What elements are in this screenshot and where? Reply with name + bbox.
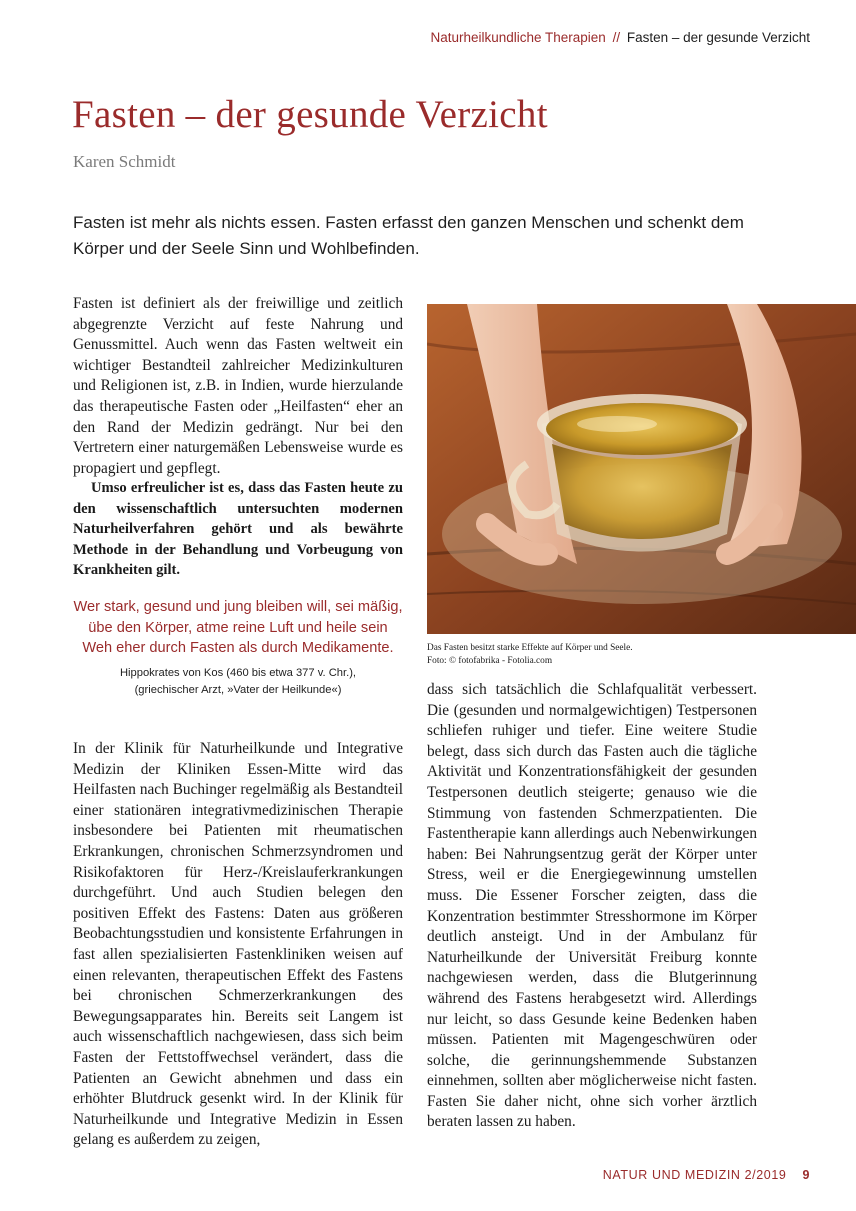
paragraph-1-block bbox=[73, 294, 403, 479]
caption-text: Das Fasten besitzt starke Effekte auf Körper und Seele. bbox=[427, 643, 633, 653]
article-title: Fasten – der gesunde Verzicht bbox=[72, 93, 548, 136]
paragraph-2-block bbox=[73, 478, 403, 581]
page-number: 9 bbox=[802, 1168, 810, 1182]
quote-text: Wer stark, gesund und jung bleiben will, sei mäßig, übe den Körper, atme reine Luft und heile sein Weh eher durch Fasten als durch Medikamente. bbox=[73, 599, 403, 656]
pull-quote bbox=[73, 597, 403, 699]
body-paragraph: dass sich tatsächlich die Schlafqualität verbessert. Die (gesunden und normalgewichtigen) Testpersonen schliefen ruhiger und tiefer. Eine weitere Studie belegt, dass sich durch das Fasten auch die tägliche Aktivität und Konzentrationsfähigkeit der gesunden Testpersonen deutlich steigerte; genauso wie die Stimmung von fastenden Schmerzpatienten. Die Fastentherapie kann allerdings auch Nebenwirkungen haben: Bei Nahrungsentzug gerät der Körper unter Stress, weil er die Energiegewinnung umstellen muss. Die Essener Forscher zeigten, dass die Konzentration bestimmter Stresshormone im Körper deutlich ansteigt. Und in der Ambulanz für Naturheilkunde der Universität Freiburg konnte nachgewiesen werden, dass die Blutgerinnung während des Fastens herabgesetzt wird. Allerdings nur leicht, so dass Gesunde keine Bedenken haben müssen. Patienten mit Magengeschwüren oder solche, die gerinnungshemmende Substanzen einnehmen, sollten aber möglicherweise nicht fasten. Fasten Sie daher nicht, ohne sich vorher ärztlich beraten lassen zu haben. bbox=[427, 681, 757, 1131]
publication-name: NATUR UND MEDIZIN 2/2019 bbox=[602, 1168, 787, 1182]
body-paragraph: In der Klinik für Naturheilkunde und Integrative Medizin der Kliniken Essen-Mitte wird das Heilfasten nach Buchinger regelmäßig als Bestandteil einer stationären integrativmedizinischen Therapie insbesondere bei Patienten mit rheumatischen Erkrankungen, chronischen Schmerzsyndromen und Risikofaktoren für Herz-/Kreislauferkrankungen durchgeführt. Und auch Studien belegen den positiven Effekt des Fastens: Daten aus größeren Beobachtungsstudien und konsistente Erfahrungen in fast allen spezialisierten Fastenkliniken weisen auf einen relevanten, therapeutischen Effekt des Fastens bei chronischen Schmerzerkrankungen des Bewegungsapparates hin. Bereits seit Langem ist auch wissenschaftlich nachgewiesen, dass sich beim Fasten der Fettstoffwechsel verändert, dass die Patienten an Gewicht abnehmen und dass ein erhöhter Blutdruck gesenkt wird. In der Klinik für Naturheilkunde und Integrative Medizin in Essen gelang es außerdem zu zeigen, bbox=[73, 740, 403, 1149]
photo-caption bbox=[427, 642, 827, 668]
header-separator: // bbox=[612, 30, 621, 45]
quote-source-line1: Hippokrates von Kos (460 bis etwa 377 v. Chr.), bbox=[119, 666, 357, 679]
quote-source-line2: (griechischer Arzt, »Vater der Heilkunde«) bbox=[134, 683, 342, 696]
article-lead: Fasten ist mehr als nichts essen. Fasten erfasst den ganzen Menschen und schenkt dem Körper und der Seele Sinn und Wohlbefinden. bbox=[73, 213, 744, 258]
body-paragraph: Fasten ist definiert als der freiwillige und zeitlich abgegrenzte Verzicht auf feste Nahrung und Genussmittel. Auch wenn das Fasten weltweit ein wichtiger Bestandteil zahlreicher Medizinkulturen und Religionen ist, z.B. in Indien, wurde hierzulande das therapeutische Fasten oder „Heilfasten“ eher an den Rand der Medizin gedrängt. Nur bei den Vertretern einer naturgemäßen Lebensweise wurde es propagiert und gepflegt. bbox=[73, 295, 403, 477]
running-header bbox=[430, 30, 810, 45]
tea-cup-photo bbox=[427, 304, 856, 634]
page-footer bbox=[603, 1168, 810, 1182]
photo-credit: Foto: © fotofabrika - Fotolia.com bbox=[427, 656, 553, 666]
header-section: Naturheilkundliche Therapien bbox=[430, 30, 606, 45]
quote-source bbox=[73, 665, 403, 699]
header-topic: Fasten – der gesunde Verzicht bbox=[626, 30, 810, 45]
article-author: Karen Schmidt bbox=[73, 152, 176, 171]
paragraph-4-block bbox=[427, 680, 757, 1133]
paragraph-3-block bbox=[73, 739, 403, 1151]
body-paragraph-bold: Umso erfreulicher ist es, dass das Fasten heute zu den wissenschaftlich untersuchten modernen Naturheilverfahren gehört und als bewährte Methode in der Behandlung und Vorbeugung von Krankheiten gilt. bbox=[73, 480, 403, 579]
